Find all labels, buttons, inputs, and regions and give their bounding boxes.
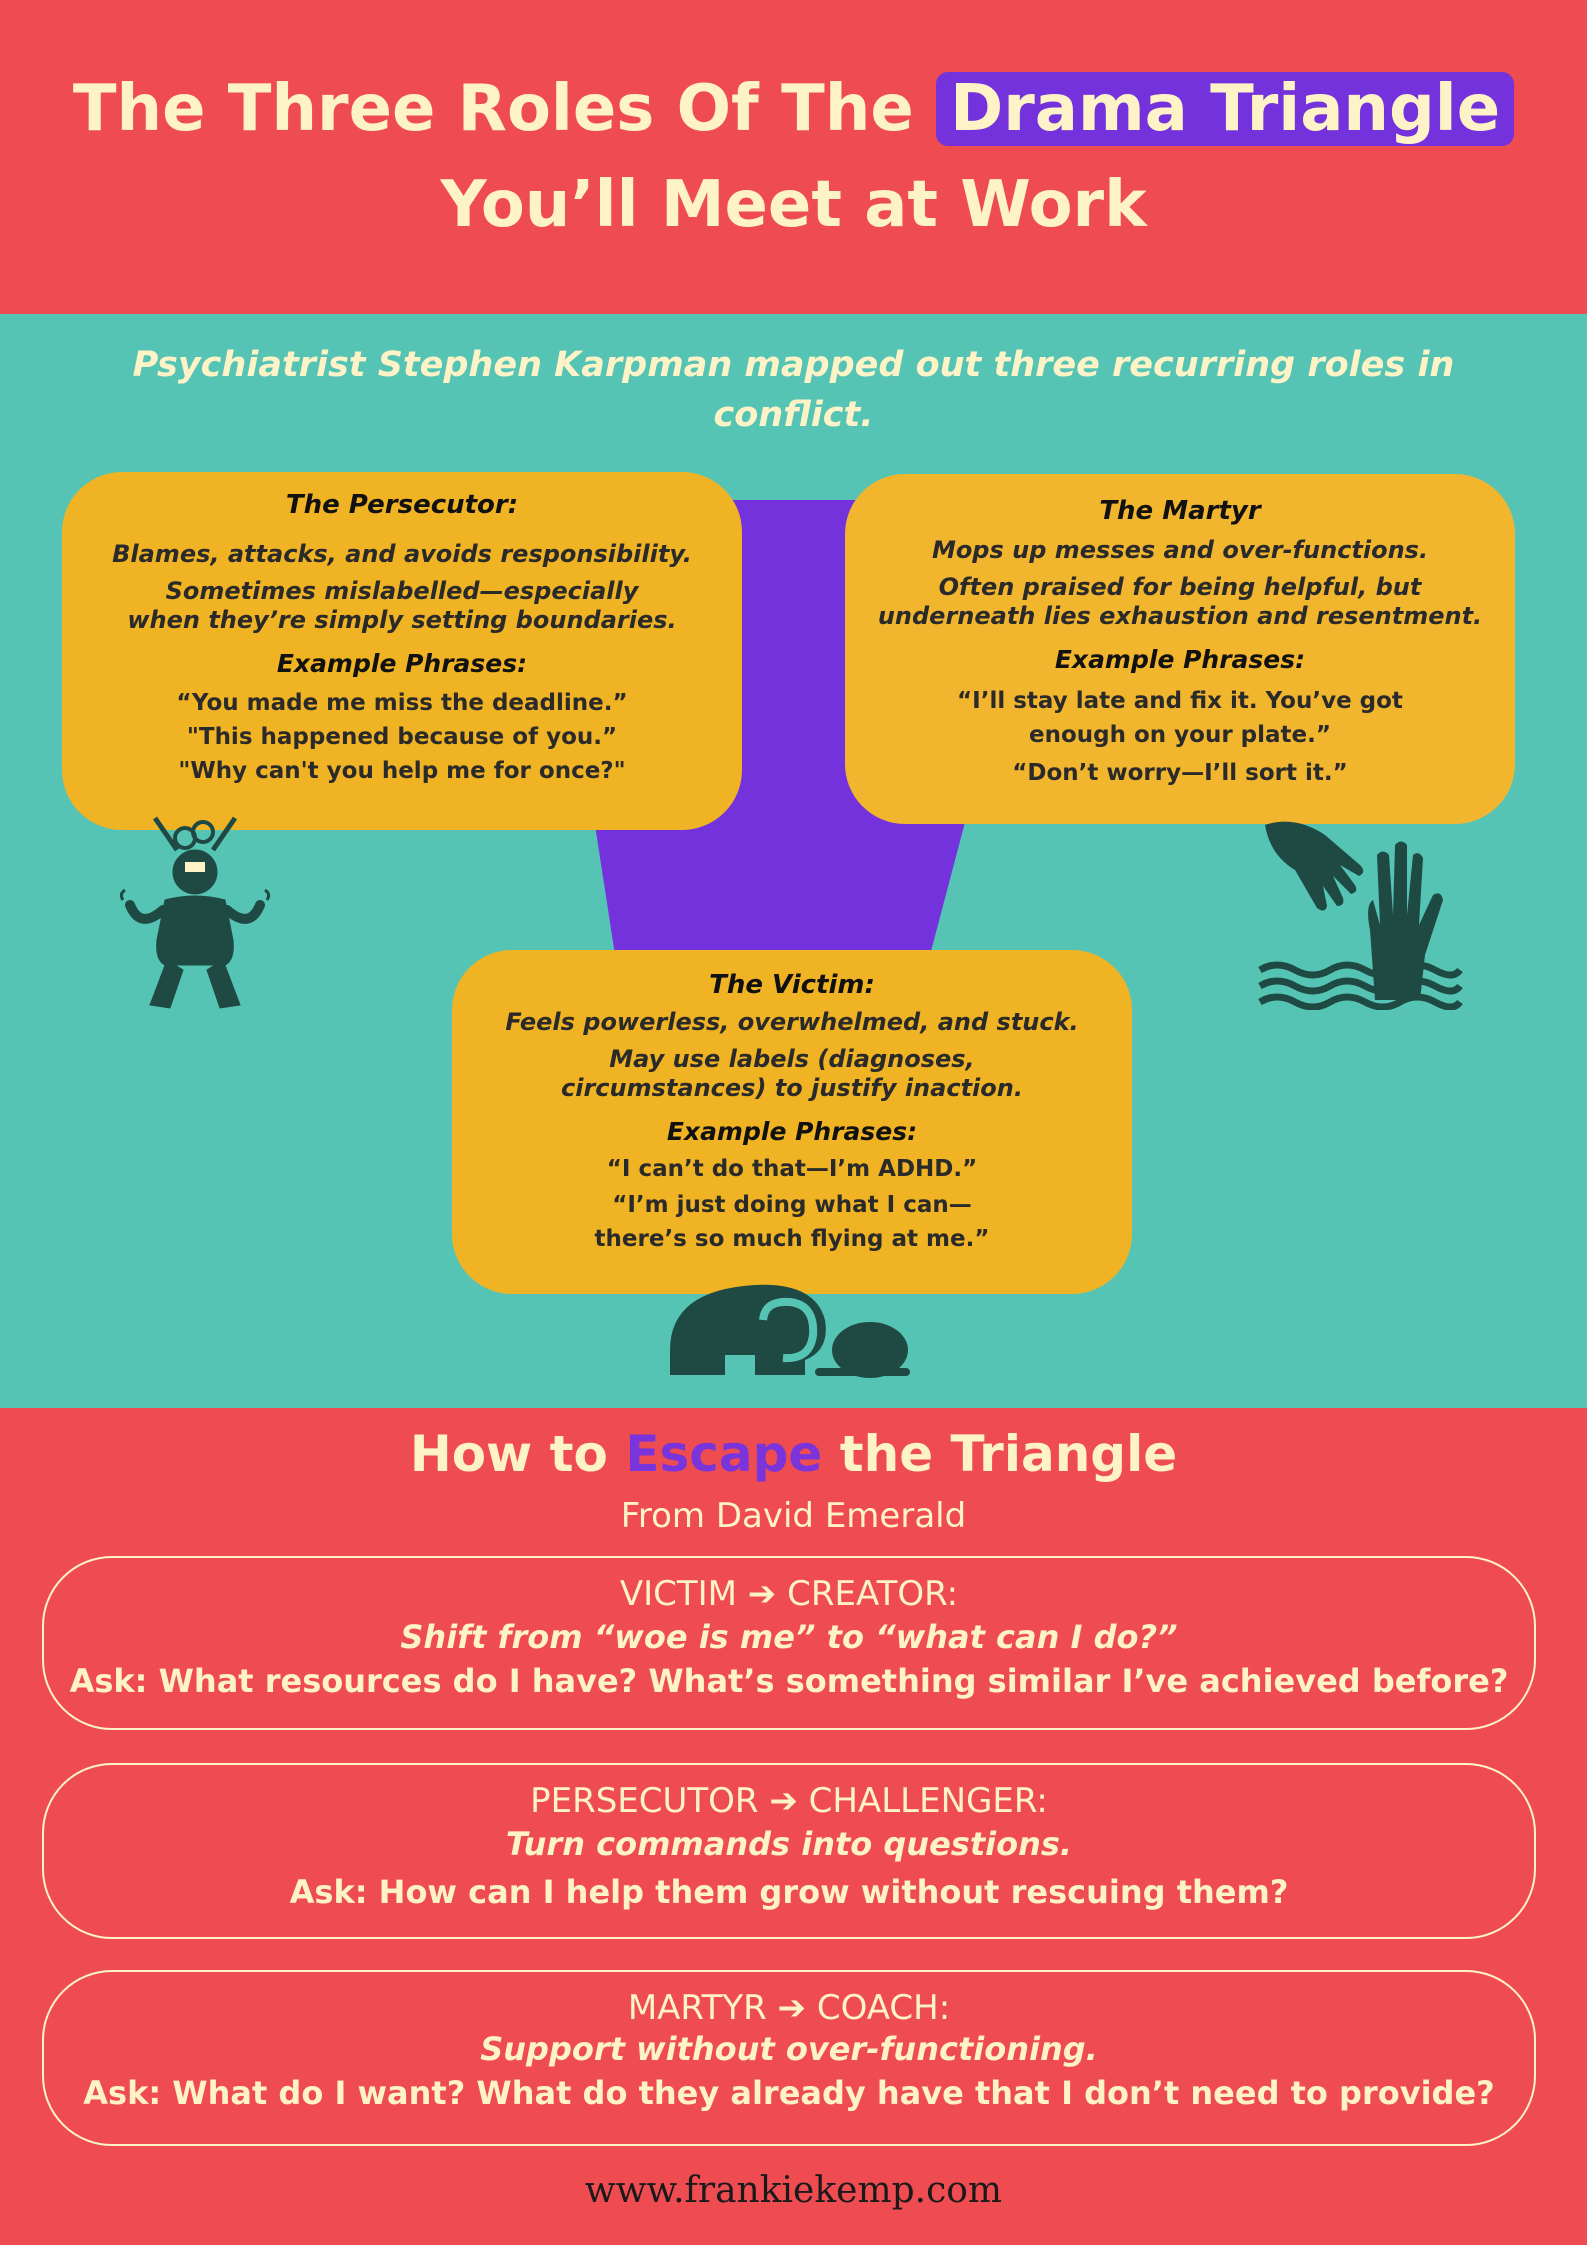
card-ask: Ask: How can I help them grow without rescuing them? — [289, 1873, 1289, 1911]
victim-phrase: “I’m just doing what I can— — [612, 1192, 972, 1218]
rescue-hands-icon — [1255, 810, 1465, 1010]
angry-person-icon — [115, 810, 275, 1010]
victim-phrase: there’s so much flying at me.” — [594, 1226, 990, 1252]
victim-desc-2a: May use labels (diagnoses, — [609, 1045, 975, 1073]
escape-highlight: Escape — [625, 1425, 823, 1483]
victim-creator-card — [42, 1556, 1536, 1730]
persecutor-phrase: "This happened because of you.” — [186, 724, 618, 750]
victim-phrase: “I can’t do that—I’m ADHD.” — [606, 1156, 978, 1182]
card-shift: Support without over-functioning. — [480, 2030, 1098, 2068]
persecutor-desc-2b: when they’re simply setting boundaries. — [127, 606, 677, 634]
victim-phrases-heading: Example Phrases: — [666, 1117, 918, 1146]
martyr-card — [845, 474, 1515, 824]
martyr-desc-2a: Often praised for being helpful, but — [938, 573, 1422, 601]
martyr-desc: Mops up messes and over-functions. — [931, 536, 1429, 564]
persecutor-phrase: "Why can't you help me for once?" — [178, 758, 626, 784]
title-text: The Three Roles Of The — [72, 72, 937, 146]
martyr-phrase: “Don’t worry—I’ll sort it.” — [1012, 760, 1348, 786]
persecutor-phrases-heading: Example Phrases: — [276, 649, 528, 678]
victim-card — [452, 950, 1132, 1294]
victim-title: The Victim: — [709, 970, 875, 1000]
card-shift: Shift from “woe is me” to “what can I do?” — [400, 1618, 1178, 1656]
card-heading: MARTYR ➔ COACH: — [627, 1988, 951, 2028]
victim-desc: Feels powerless, overwhelmed, and stuck. — [505, 1008, 1079, 1036]
persecutor-phrase: “You made me miss the deadline.” — [176, 690, 628, 716]
card-heading: VICTIM ➔ CREATOR: — [619, 1574, 959, 1614]
card-heading: PERSECUTOR ➔ CHALLENGER: — [530, 1781, 1048, 1821]
persecutor-title: The Persecutor: — [285, 490, 519, 520]
victim-desc-2b: circumstances) to justify inaction. — [561, 1074, 1023, 1102]
crouching-person-icon — [665, 1280, 925, 1380]
card-ask: Ask: What resources do I have? What’s something similar I’ve achieved before? — [69, 1662, 1509, 1700]
intro-text: Psychiatrist Stephen Karpman mapped out three recurring roles in conflict. — [132, 345, 1455, 435]
persecutor-challenger-card — [42, 1763, 1536, 1939]
persecutor-card — [62, 472, 742, 830]
martyr-phrase: enough on your plate.” — [1028, 722, 1331, 748]
martyr-title: The Martyr — [1099, 496, 1261, 526]
martyr-coach-card — [42, 1970, 1536, 2146]
card-shift: Turn commands into questions. — [505, 1825, 1073, 1863]
persecutor-desc-2a: Sometimes mislabelled—especially — [165, 577, 639, 605]
title-highlight: Drama Triangle — [936, 72, 1514, 146]
page-title-line2: You’ll Meet at Work — [440, 168, 1147, 242]
footer-url[interactable]: www.frankiekemp.com — [584, 2170, 1003, 2211]
martyr-desc-2b: underneath lies exhaustion and resentment. — [877, 602, 1483, 630]
martyr-phrase: “I’ll stay late and fix it. You’ve got — [957, 688, 1403, 714]
martyr-phrases-heading: Example Phrases: — [1054, 645, 1306, 674]
escape-subtitle: From David Emerald — [620, 1496, 967, 1536]
escape-title: How to Escape the Triangle — [409, 1425, 1178, 1483]
card-ask: Ask: What do I want? What do they already have that I don’t need to provide? — [83, 2074, 1495, 2112]
persecutor-desc: Blames, attacks, and avoids responsibility. — [112, 540, 692, 568]
